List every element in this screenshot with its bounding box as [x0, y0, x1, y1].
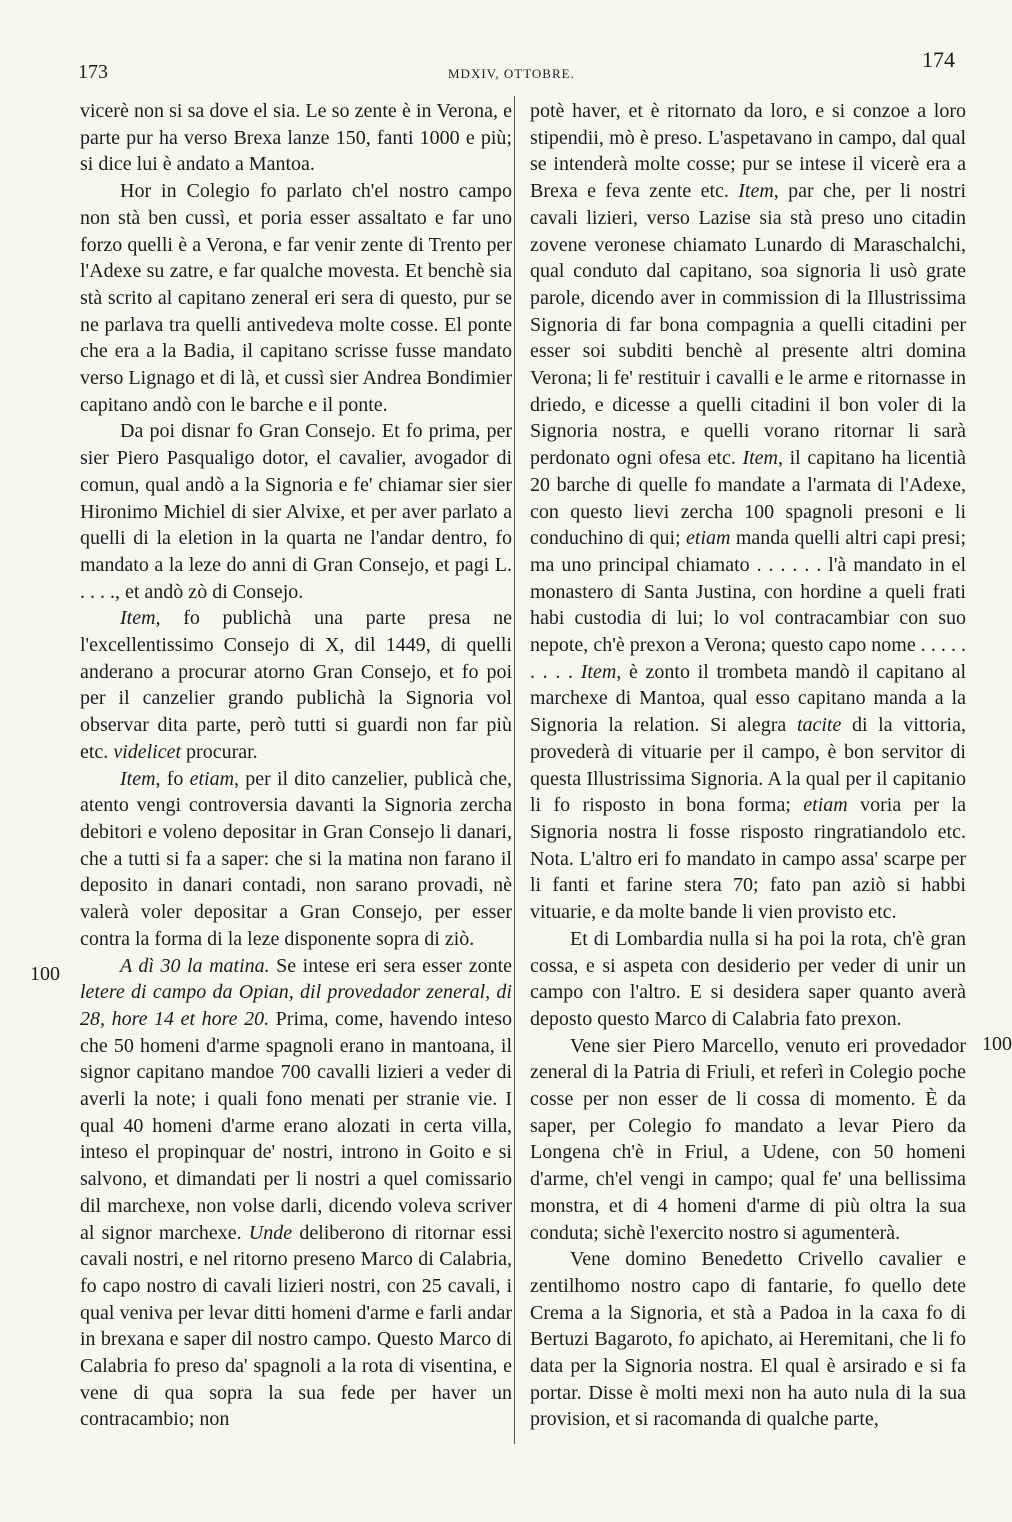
- paragraph: vicerè non si sa dove el sia. Le so zente è in Verona, e parte pur ha verso Brexa lanze 150, fanti 1000 e più; si dice lui è andato a Mantoa.: [80, 100, 512, 176]
- italic-text: Item: [742, 447, 778, 470]
- paragraph: [80, 766, 512, 953]
- text: voria per la Signoria nostra li fosse risposto ringratiandolo etc. Nota. L'altro eri fo mandato in campo assa' scarpe per li fanti et farine stera 70; fato pan aziò si habbi vituarie, e da molte bande li vien provisto etc.: [530, 794, 966, 924]
- text: manda quelli altri capi presi; ma uno principal chiamato . . . . . . l'à mandato in el monastero di Santa Justina, con hordine a queli frati habi custodia di lui; lo vol contracambiar con suo nepote, ch'è prexon a Verona; questo capo nome . . . . . . . . .: [530, 527, 967, 683]
- text: Se intese eri sera esser zonte: [269, 954, 512, 977]
- running-title: MDXIV, OTTOBRE.: [448, 66, 575, 81]
- paragraph: [530, 98, 966, 926]
- paragraph: Da poi disnar fo Gran Consejo. Et fo prima, per sier Piero Pasqualigo dotor, el cavalier, avogador di comun, qual andò a la Signoria e fe' chiamar sier sier Hironimo Michiel di sier Alvixe, et per aver parlato a quelli di la eletion in la quarta ne l'andar dentro, fo mandato a la leze do anni di Gran Consejo, et pagi L. . . . ., et andò zò di Consejo.: [80, 420, 512, 603]
- italic-text: etiam: [686, 527, 731, 550]
- text: , per il dito canzelier, publicà che, atento vengi controversia davanti la Signoria zercha debitori e voleno depositar in Gran Consejo li danari, che a tutti si fa a saper: che si la matina non farano il deposito in danari contadi, non sarano provadi, nè valerà voler depositar a Gran Consejo, per esser contra la forma di la leze disponente sopra di ziò.: [80, 767, 512, 950]
- text: deliberono di ritornar essi cavali nostri, e nel ritorno preseno Marco di Calabria, fo capo nostro di cavali lizieri nostri, con 25 cavali, i qual veniva per levar ditti homeni d'arme e farli andar in brexana e saper dil nostro campo. Questo Marco di Calabria fo preso da' spagnoli a la rota di visentina, e vene di qua sopra la sua fede per haver un contracambio; non: [80, 1221, 512, 1431]
- margin-number-left: 100: [30, 963, 60, 985]
- text: Prima, come, havendo inteso che 50 homeni d'arme spagnoli erano in mantoana, il signor capitano mandoe 700 cavalli lizieri a veder di averli la note; i quali fono menati per stranie vie. I qual 40 homeni d'arme erano alozati in certa villa, inteso el propinquar de' nostri, introno in Goito e si salvono, et dimandati per li nostri a quel comissario dil marchexe, non volse darli, dicendo voleva scriver al signor marchexe.: [80, 1007, 512, 1244]
- text: , è zonto il trombeta mandò il capitano al marchexe di Mantoa, qual esso capitano manda a la Signoria la relation. Si alegra: [530, 660, 967, 737]
- paragraph: Vene sier Piero Marcello, venuto eri provedador zeneral di la Patria di Friuli, et referì in Colegio poche cosse per non esser de li cossa di momento. È da saper, per Colegio fo mandato a levar Piero da Longena ch'è in Friul, a Udene, con 50 homeni d'arme, ch'el vengi in campo; qual fe' una bellissima monstra, et di 4 homeni d'arme di più oltra la sua conduta; sichè l'exercito nostro si agumenterà.: [530, 1034, 966, 1244]
- italic-text: tacite: [796, 714, 842, 737]
- italic-text: Unde: [248, 1221, 293, 1244]
- italic-text: etiam: [803, 794, 848, 817]
- italic-text: letere di campo da Opian, dil provedador zeneral, di 28, hore 14 et hore 20.: [80, 981, 512, 1030]
- text: , fo: [155, 767, 190, 790]
- page-number-right: 174: [922, 47, 955, 72]
- paragraph: [80, 953, 512, 1434]
- text: potè haver, et è ritornato da loro, e si conzoe a loro stipendii, mò è preso. L'aspetavano in campo, dal qual se intenderà molte cosse; pur se intese il vicerè era a Brexa e feva zente etc.: [530, 100, 966, 203]
- italic-text: etiam: [189, 767, 235, 790]
- italic-text: videlicet: [113, 740, 182, 763]
- paragraph: [80, 605, 512, 765]
- page-number-left: 173: [78, 61, 108, 83]
- italic-text: Item: [738, 180, 774, 203]
- right-column: [530, 98, 966, 1433]
- paragraph: Et di Lombardia nulla si ha poi la rota, ch'è gran cossa, e si aspeta con desiderio per veder di unir un campo con l'altro. E si desidera saper quanto averà deposto questo Marco di Calabria fato prexon.: [530, 927, 966, 1030]
- text: , fo publichà una parte presa ne l'excellentissimo Consejo di X, dil 1449, di quelli anderano a procurar atorno Gran Consejo, et fo poi per il canzelier grando publichà la Signoria vol observar dita parte, però tutti si guardi non far più etc.: [80, 607, 512, 763]
- text: procurar.: [181, 740, 258, 763]
- text: di la vittoria, provederà di vituarie per il campo, è bon servitor di questa Illustrissima Signoria. A la qual per il capitanio li fo risposto in bona forma;: [530, 714, 966, 817]
- italic-text: Item: [120, 767, 156, 790]
- text: , il capitano ha licentià 20 barche di quelle fo mandate a l'armata di l'Adexe, con questo lievi zercha 100 spagnoli presoni e li conduchino di qui;: [530, 447, 966, 550]
- paragraph: Hor in Colegio fo parlato ch'el nostro campo non stà ben cussì, et poria esser assaltato e far uno forzo quelli è a Verona, e far venir zente di Trento per l'Adexe su zatre, e far qualche movesta. Et benchè sia stà scrito al capitano zeneral eri sera di questo, pur se ne parlava tra quelli antivedeva molte cosse. El ponte che era a la Badia, il capitano scrisse fusse mandato verso Lignago et di là, et cussì sier Andrea Bondimier capitano andò con le barche e il ponte.: [80, 180, 512, 416]
- column-divider: [514, 96, 515, 1444]
- left-column: [80, 98, 512, 1433]
- margin-number-right: 100: [982, 1033, 1012, 1055]
- paragraph: Vene domino Benedetto Crivello cavalier e zentilhomo nostro capo di fantarie, fo quello dete Crema a la Signoria, et stà a Padoa in la caxa fo di Bertuzi Bagaroto, fo apichato, ai Heremitani, che li fo data per la Signoria nostra. El qual è arsirado e si fa portar. Disse è molti mexi non ha auto nula di la sua provision, et si racomanda di qualche parte,: [530, 1248, 966, 1431]
- italic-text: Item: [120, 607, 156, 630]
- text: , par che, per li nostri cavali lizieri, verso Lazise sia stà preso uno citadin zovene veronese chiamato Lunardo di Maraschalchi, qual conduto dal capitano, soa signoria li usò grate parole, dicendo aver in commission di la Illustrissima Signoria di far bona compagnia a quelli citadini per esser soi subditi benchè al presente altri domina Verona; li fe' restituir i cavalli e le arme e ritornasse in driedo, e dicesse a quelli citadini il bon voler di la Signoria nostra, e quelli vorano ritornar li sarà perdonato ogni ofesa etc.: [530, 180, 966, 470]
- italic-text: Item: [580, 660, 617, 683]
- italic-text: A dì 30 la matina.: [120, 954, 270, 977]
